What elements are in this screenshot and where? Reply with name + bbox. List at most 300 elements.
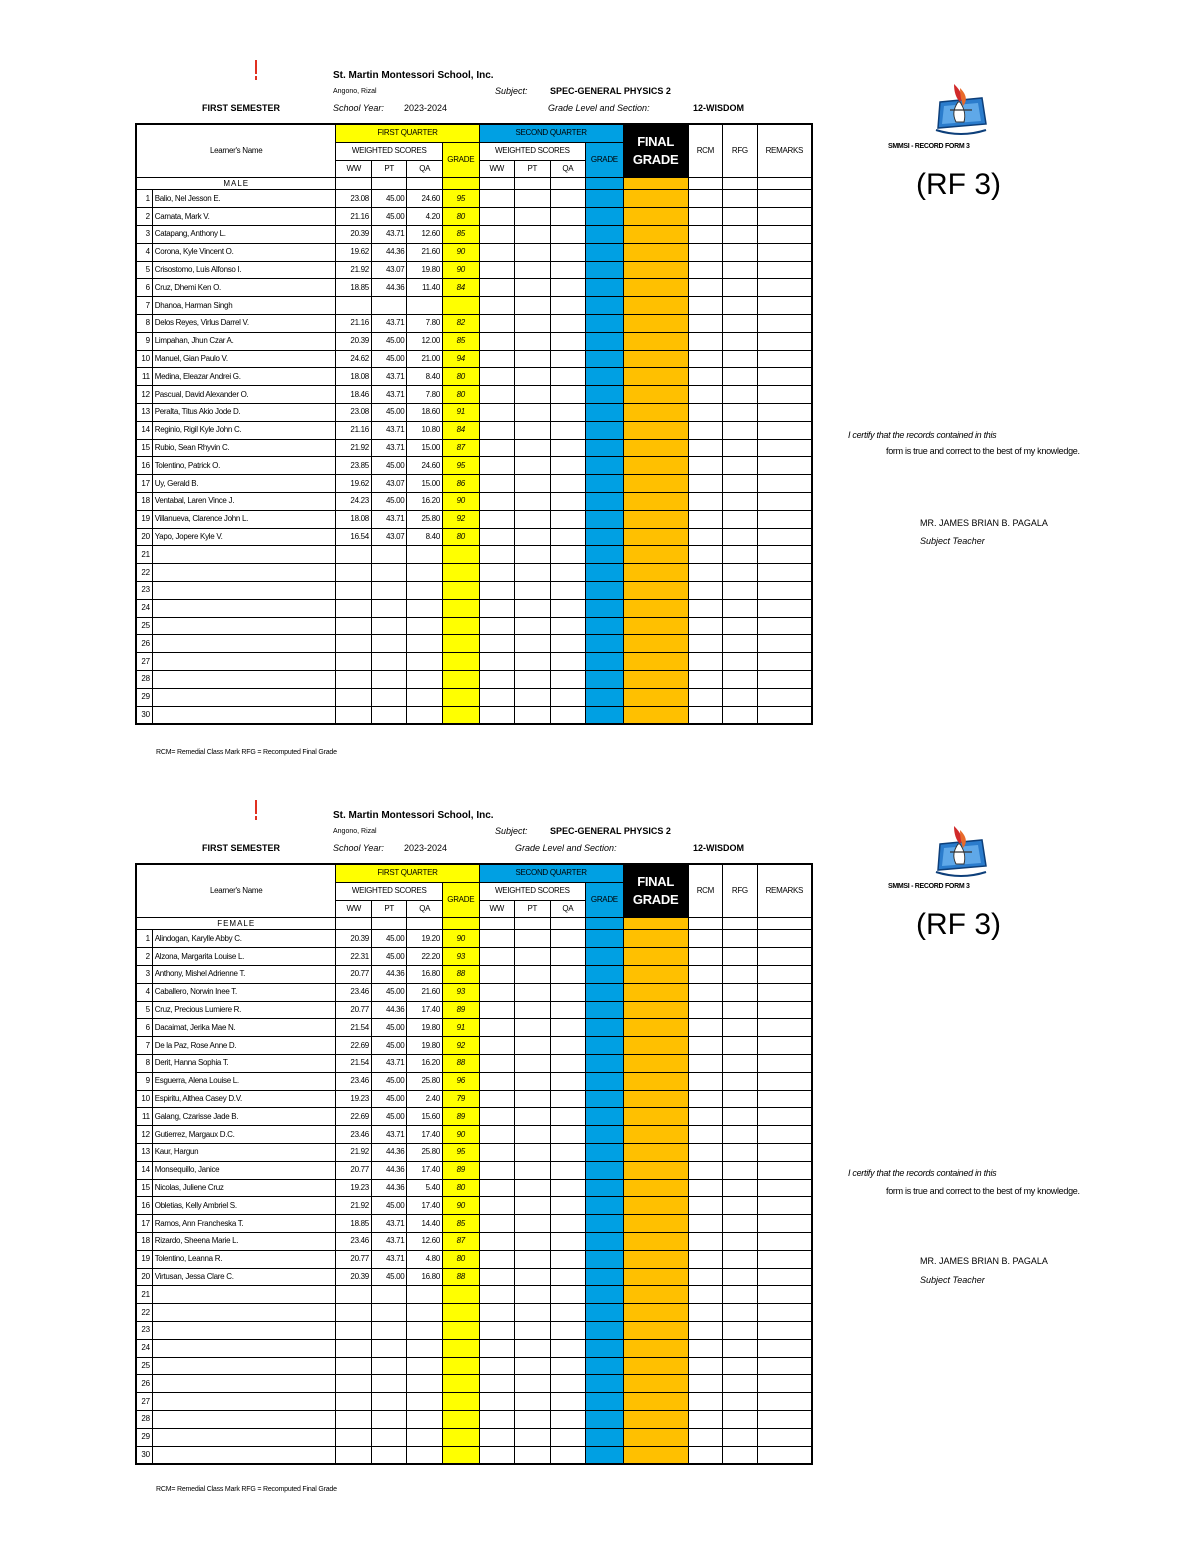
final-grade [623,1019,688,1037]
final-grade [623,1054,688,1072]
rfg-cell [723,1037,758,1055]
q2-grade [586,688,624,706]
q2-pt-score [515,297,551,315]
q2-qa-score [550,1090,586,1108]
remarks-cell [757,350,812,368]
final-grade [623,1037,688,1055]
q2-qa-score [550,1446,586,1464]
q2-pt-score [515,1001,551,1019]
q1-pt-score: 44.36 [371,243,407,261]
q2-grade [586,706,624,724]
q1-qa-score [407,581,443,599]
q2-qa-score [550,421,586,439]
q2-ww-score [479,1339,515,1357]
table-row [136,1250,812,1268]
q1-ww-score [336,706,372,724]
q2-qa-score [550,261,586,279]
red-mark [255,800,257,814]
q2-ww-score [479,1268,515,1286]
remarks-cell [757,1304,812,1322]
q2-grade [586,1375,624,1393]
q1-qa-score: 18.60 [407,403,443,421]
rcm-cell [688,332,723,350]
q1-grade: 89 [442,1001,479,1019]
q1-grade: 93 [442,948,479,966]
rcm-cell [688,1161,723,1179]
q1-grade [442,1375,479,1393]
q2-pt-score [515,1126,551,1144]
q2-grade [586,1321,624,1339]
rcm-cell [688,1410,723,1428]
q2-pt-score [515,688,551,706]
q2-qa-score [550,1108,586,1126]
q2-grade [586,1090,624,1108]
row-number: 23 [136,581,152,599]
q1-grade [442,617,479,635]
table-row [136,510,812,528]
learner-name: Anthony, Mishel Adrienne T. [152,965,336,983]
q2-ww-score [479,1446,515,1464]
empty-cell [515,178,551,190]
grade-section-label: Grade Level and Section: [515,843,617,853]
rcm-cell [688,1232,723,1250]
q1-qa-score: 17.40 [407,1001,443,1019]
q1-qa-score: 25.80 [407,1143,443,1161]
row-number: 7 [136,297,152,315]
q2-qa-score [550,635,586,653]
q1-ww-header: WW [336,900,372,918]
q2-grade [586,1428,624,1446]
q1-pt-score [371,599,407,617]
remarks-cell [757,279,812,297]
q1-pt-score: 44.36 [371,965,407,983]
q1-ww-score: 21.16 [336,314,372,332]
q1-grade: 79 [442,1090,479,1108]
school-name: St. Martin Montessori School, Inc. [333,70,494,81]
row-number: 6 [136,1019,152,1037]
remarks-cell [757,1019,812,1037]
q2-pt-score [515,190,551,208]
row-number: 15 [136,439,152,457]
rcm-cell [688,1019,723,1037]
rfg-cell [723,581,758,599]
q2-pt-score [515,1037,551,1055]
q2-grade [586,1197,624,1215]
q2-ww-score [479,1037,515,1055]
row-number: 16 [136,457,152,475]
rcm-cell [688,386,723,404]
q2-qa-score [550,564,586,582]
learner-name [152,1446,336,1464]
q2-ww-score [479,1304,515,1322]
table-row [136,208,812,226]
q2-grade [586,1161,624,1179]
table-row [136,403,812,421]
remarks-cell [757,930,812,948]
learner-name [152,1321,336,1339]
rcm-cell [688,1126,723,1144]
school-year-label: School Year: [333,843,384,853]
rfg-cell [723,1428,758,1446]
rfg-cell [723,546,758,564]
q2-grade [586,930,624,948]
second-quarter-header: SECOND QUARTER [479,124,623,142]
q1-qa-score [407,297,443,315]
q1-pt-score: 44.36 [371,1179,407,1197]
table-row [136,1001,812,1019]
remarks-cell [757,1339,812,1357]
row-number: 4 [136,983,152,1001]
rcm-cell [688,261,723,279]
q2-ww-score [479,261,515,279]
rfg-cell [723,457,758,475]
rcm-cell [688,190,723,208]
school-year-label: School Year: [333,103,384,113]
learner-name: Obletias, Kelly Ambriel S. [152,1197,336,1215]
rcm-cell [688,225,723,243]
learner-name: Kaur, Hargun [152,1143,336,1161]
rfg-cell [723,475,758,493]
q2-grade [586,1268,624,1286]
q1-qa-score: 25.80 [407,1072,443,1090]
q2-ww-score [479,475,515,493]
q2-pt-score [515,617,551,635]
q2-ww-score [479,386,515,404]
q2-pt-score [515,1428,551,1446]
remarks-cell [757,1001,812,1019]
empty-cell [515,918,551,930]
q2-qa-score [550,475,586,493]
q1-qa-score: 19.80 [407,1019,443,1037]
remarks-cell [757,1321,812,1339]
q2-pt-score [515,653,551,671]
q2-qa-score [550,1321,586,1339]
q2-qa-score [550,1286,586,1304]
table-row [136,635,812,653]
rfg-cell [723,314,758,332]
learner-name: Manuel, Gian Paulo V. [152,350,336,368]
q2-grade [586,653,624,671]
final-grade [623,1197,688,1215]
grades-body [136,864,812,1464]
row-number: 29 [136,1428,152,1446]
q1-grade: 90 [442,1197,479,1215]
q2-ww-score [479,297,515,315]
q2-qa-score [550,670,586,688]
q1-pt-score: 43.07 [371,528,407,546]
row-number: 17 [136,1215,152,1233]
remarks-cell [757,1393,812,1411]
rfg-cell [723,1339,758,1357]
q1-grade [442,670,479,688]
table-row [136,1375,812,1393]
q2-pt-score [515,1179,551,1197]
q1-qa-score: 19.80 [407,1037,443,1055]
q1-ww-score [336,653,372,671]
learner-name [152,1428,336,1446]
learner-name-header: Learner's Name [136,124,336,178]
q2-pt-score [515,457,551,475]
remarks-cell [757,564,812,582]
table-row [136,1268,812,1286]
q2-pt-score [515,1393,551,1411]
remarks-cell [757,1108,812,1126]
rcm-cell [688,492,723,510]
learner-name: Ventabal, Laren Vince J. [152,492,336,510]
rfg-cell [723,190,758,208]
rfg-cell [723,1143,758,1161]
q2-ww-score [479,599,515,617]
q1-pt-score [371,564,407,582]
rcm-cell [688,948,723,966]
remarks-cell [757,243,812,261]
empty-cell [442,178,479,190]
q2-pt-score [515,314,551,332]
table-row [136,546,812,564]
q1-qa-score [407,564,443,582]
q2-grade [586,581,624,599]
q1-qa-score [407,1393,443,1411]
rfg-cell [723,492,758,510]
final-grade [623,1304,688,1322]
rfg-cell [723,208,758,226]
rcm-cell [688,546,723,564]
q2-pt-score [515,965,551,983]
rcm-cell [688,1054,723,1072]
rfg-cell [723,403,758,421]
q1-qa-score: 16.20 [407,492,443,510]
q2-grade [586,350,624,368]
rcm-cell [688,1090,723,1108]
q1-pt-score: 44.36 [371,1143,407,1161]
q1-ww-score: 21.54 [336,1019,372,1037]
learner-name: Espiritu, Althea Casey D.V. [152,1090,336,1108]
rfg-header: RFG [723,864,758,918]
learner-name: Villanueva, Clarence John L. [152,510,336,528]
learner-name: Corona, Kyle Vincent O. [152,243,336,261]
q2-ww-score [479,1054,515,1072]
rfg-cell [723,965,758,983]
q1-ww-score: 16.54 [336,528,372,546]
q2-qa-score [550,930,586,948]
learner-name: Medina, Eleazar Andrei G. [152,368,336,386]
q2-grade [586,1410,624,1428]
q2-pt-score [515,948,551,966]
q2-ww-score [479,1286,515,1304]
remarks-cell [757,314,812,332]
q1-qa-score [407,1304,443,1322]
certify-line-1: I certify that the records contained in this [848,1168,997,1178]
empty-cell [407,178,443,190]
q2-ww-score [479,439,515,457]
row-number: 6 [136,279,152,297]
q2-pt-score [515,1090,551,1108]
q2-grade [586,599,624,617]
q1-grade: 80 [442,1179,479,1197]
rcm-cell [688,510,723,528]
rcm-cell [688,528,723,546]
q2-grade [586,635,624,653]
q2-qa-score [550,1250,586,1268]
rcm-cell [688,1215,723,1233]
table-row [136,1072,812,1090]
q2-pt-score [515,546,551,564]
rcm-cell [688,403,723,421]
empty-cell [479,918,515,930]
subject-label: Subject: [495,826,528,836]
q2-grade [586,297,624,315]
learner-name: Cruz, Precious Lumiere R. [152,1001,336,1019]
row-number: 9 [136,332,152,350]
q1-grade [442,1321,479,1339]
q1-pt-score [371,546,407,564]
q2-pt-score [515,930,551,948]
q2-ww-score [479,1019,515,1037]
q2-qa-score [550,190,586,208]
final-grade [623,1143,688,1161]
table-row [136,368,812,386]
q2-ww-score [479,1143,515,1161]
q2-pt-score [515,1357,551,1375]
q1-ww-score: 20.77 [336,1250,372,1268]
learner-name: Galang, Czarisse Jade B. [152,1108,336,1126]
remarks-cell [757,1090,812,1108]
q1-ww-score: 20.39 [336,930,372,948]
q2-ww-score [479,930,515,948]
table-row [136,1339,812,1357]
rfg-cell [723,1410,758,1428]
row-number: 7 [136,1037,152,1055]
q1-pt-score: 43.07 [371,475,407,493]
q2-grade [586,1357,624,1375]
table-row [136,1090,812,1108]
final-grade [623,208,688,226]
final-grade [623,1072,688,1090]
final-grade [623,1339,688,1357]
q2-qa-score [550,332,586,350]
q1-qa-score: 24.60 [407,457,443,475]
q2-ww-score [479,1232,515,1250]
q2-grade [586,965,624,983]
final-grade [623,279,688,297]
empty-cell [623,918,688,930]
q2-pt-score [515,1410,551,1428]
final-grade [623,1108,688,1126]
final-grade [623,528,688,546]
q2-qa-score [550,1357,586,1375]
remarks-cell [757,297,812,315]
q1-ww-header: WW [336,160,372,178]
final-grade [623,688,688,706]
row-number: 30 [136,1446,152,1464]
teacher-role: Subject Teacher [920,1275,985,1285]
remarks-cell [757,1428,812,1446]
q1-grade: 90 [442,1126,479,1144]
q1-grade [442,1304,479,1322]
rfg-cell [723,1393,758,1411]
q1-ww-score [336,670,372,688]
final-grade [623,1393,688,1411]
empty-cell [479,178,515,190]
row-number: 24 [136,1339,152,1357]
sex-label: MALE [136,178,336,190]
q2-grade [586,1232,624,1250]
q1-qa-score: 8.40 [407,528,443,546]
learner-name: Alzona, Margarita Louise L. [152,948,336,966]
final-grade [623,1232,688,1250]
q1-qa-score: 12.60 [407,225,443,243]
q2-ww-score [479,1357,515,1375]
q2-qa-score [550,1393,586,1411]
school-address: Angono, Rizal [333,88,377,95]
rfg-cell [723,688,758,706]
remarks-cell [757,1286,812,1304]
learner-name [152,688,336,706]
remarks-cell [757,1250,812,1268]
table-row [136,1357,812,1375]
grade-section-label: Grade Level and Section: [548,103,650,113]
row-number: 26 [136,1375,152,1393]
remarks-cell [757,546,812,564]
q1-grade: 88 [442,1054,479,1072]
q2-qa-score [550,208,586,226]
rcm-cell [688,208,723,226]
school-logo [930,80,992,140]
sex-label: FEMALE [136,918,336,930]
q2-pt-score [515,1304,551,1322]
weighted-scores-header: WEIGHTED SCORES [479,882,586,900]
rcm-cell [688,457,723,475]
final-grade [623,1250,688,1268]
remarks-cell [757,1410,812,1428]
q1-qa-score [407,1428,443,1446]
learner-name [152,1393,336,1411]
rfg-cell [723,297,758,315]
final-grade-line-2: GRADE [632,892,679,908]
learner-name [152,581,336,599]
q1-grade: 92 [442,1037,479,1055]
table-row [136,1215,812,1233]
q1-qa-score [407,1339,443,1357]
q1-ww-score: 21.16 [336,208,372,226]
grades-table-female [135,863,813,1465]
q1-pt-score: 45.00 [371,208,407,226]
teacher-name: MR. JAMES BRIAN B. PAGALA [920,1256,1048,1266]
q1-qa-score: 10.80 [407,421,443,439]
final-grade [623,457,688,475]
row-number: 23 [136,1321,152,1339]
rcm-cell [688,1286,723,1304]
q1-grade: 92 [442,510,479,528]
q1-grade: 88 [442,1268,479,1286]
q2-pt-score [515,670,551,688]
table-row [136,261,812,279]
final-grade [623,564,688,582]
q2-grade [586,546,624,564]
q2-grade [586,1215,624,1233]
q1-ww-score: 20.77 [336,1001,372,1019]
remarks-cell [757,670,812,688]
rfg-cell [723,510,758,528]
table-row [136,1037,812,1055]
q2-pt-score [515,528,551,546]
remarks-cell [757,528,812,546]
rfg-cell [723,670,758,688]
q2-qa-score [550,225,586,243]
rfg-cell [723,1286,758,1304]
q2-qa-score [550,243,586,261]
certify-line-1: I certify that the records contained in this [848,430,997,440]
